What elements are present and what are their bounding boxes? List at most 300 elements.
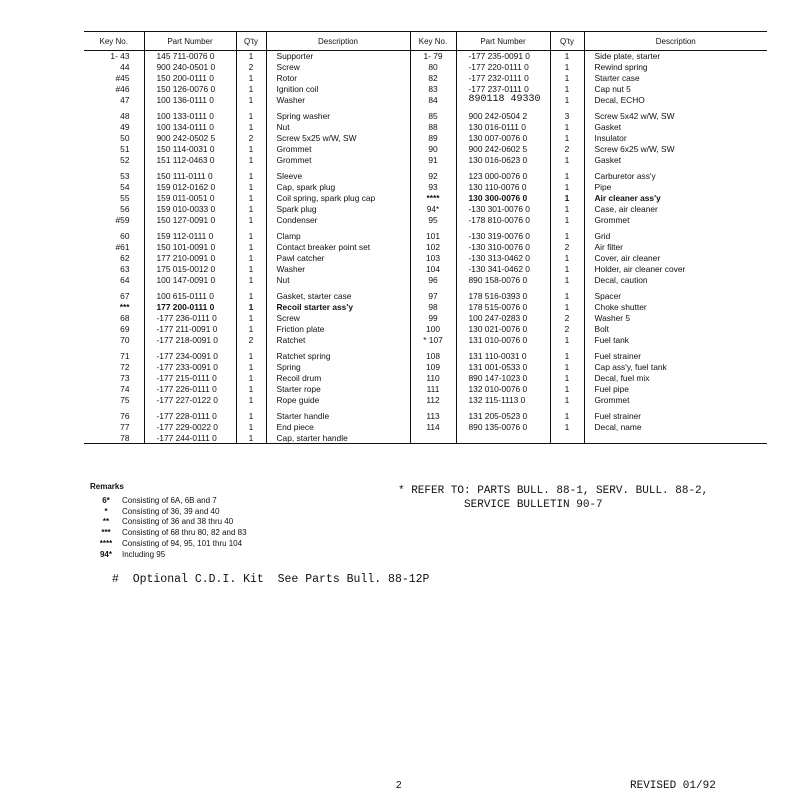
cell-qty-right: 1 <box>550 83 584 94</box>
cell-description-right: Side plate, starter <box>584 51 767 62</box>
cell-description-right: Bolt <box>584 323 767 334</box>
cell-part-number: -177 211-0091 0 <box>144 323 236 334</box>
cell-key-no: 53 <box>120 171 130 182</box>
cell-part-number-right: 890 147-1023 0 <box>456 373 550 384</box>
cell-key-no-right: 112 <box>410 394 456 405</box>
cell-part-number-right: -177 232-0111 0 <box>456 73 550 84</box>
cell-qty: 1 <box>236 274 266 285</box>
col-header-key-no: Key No. <box>84 32 144 51</box>
cell-key-no-right: 92 <box>410 171 456 182</box>
cell-key-no: 72 <box>120 362 130 373</box>
cell-part-number-right: -177 235-0091 0 <box>456 51 550 62</box>
cell-description-right: Fuel strainer <box>584 411 767 422</box>
cell-description: Grommet <box>266 143 410 154</box>
cell-key-no-right: 94* <box>410 203 456 214</box>
cell-qty: 1 <box>236 383 266 394</box>
cell-part-number: 150 101-0091 0 <box>144 242 236 253</box>
cell-qty-right: 1 <box>550 291 584 302</box>
cell-part-number: 150 127-0091 0 <box>144 214 236 225</box>
table-row <box>84 133 767 144</box>
cell-qty-right <box>550 433 584 444</box>
cell-description: Sleeve <box>266 171 410 182</box>
cell-key-no: #46 <box>115 83 130 94</box>
cell-key-no: 77 <box>120 422 130 433</box>
cell-qty-right: 3 <box>550 111 584 122</box>
cell-qty-right: 1 <box>550 274 584 285</box>
cell-part-number: 177 210-0091 0 <box>144 253 236 264</box>
cell-qty: 1 <box>236 323 266 334</box>
remarks-title: Remarks <box>90 482 124 491</box>
cell-qty-right: 1 <box>550 214 584 225</box>
cell-part-number-right: 132 115-1113 0 <box>456 394 550 405</box>
cell-part-number-right: 131 010-0076 0 <box>456 334 550 345</box>
col-header-qty: Q'ty <box>236 32 266 51</box>
cell-description: Ratchet <box>266 334 410 345</box>
cell-qty: 1 <box>236 214 266 225</box>
cell-description-right: Decal, ECHO <box>584 94 767 105</box>
cell-description: Screw <box>266 313 410 324</box>
refer-line-2: SERVICE BULLETIN 90-7 <box>398 499 603 511</box>
cell-qty-right: 1 <box>550 51 584 62</box>
cell-key-no-right: 85 <box>410 111 456 122</box>
refer-note <box>398 484 708 512</box>
cell-part-number-right: -130 310-0076 0 <box>456 242 550 253</box>
cell-key-no-right: 96 <box>410 274 456 285</box>
parts-body <box>84 51 767 444</box>
cell-key-no-right: 88 <box>410 122 456 133</box>
table-row <box>84 182 767 193</box>
table-row <box>84 203 767 214</box>
cell-part-number: -177 228-0111 0 <box>144 411 236 422</box>
cell-key-no: 73 <box>120 372 130 383</box>
cell-description: Screw <box>266 62 410 73</box>
cell-part-number-right: 130 110-0076 0 <box>456 182 550 193</box>
cell-qty-right: 1 <box>550 122 584 133</box>
cell-description: Nut <box>266 274 410 285</box>
cell-part-number-right: -130 301-0076 0 <box>456 203 550 214</box>
cell-description: Ratchet spring <box>266 351 410 362</box>
cell-description: Condenser <box>266 214 410 225</box>
table-row <box>84 171 767 182</box>
remark-item <box>90 528 247 539</box>
cell-description: Friction plate <box>266 323 410 334</box>
cell-qty: 1 <box>236 302 266 313</box>
cell-key-no: 63 <box>120 263 130 274</box>
cell-key-no-right: 114 <box>410 422 456 433</box>
table-row <box>84 383 767 394</box>
cell-key-no: 76 <box>120 411 130 422</box>
cell-description-right: Grommet <box>584 214 767 225</box>
cell-description-right: Grommet <box>584 394 767 405</box>
cell-part-number: -177 234-0091 0 <box>144 351 236 362</box>
table-row <box>84 242 767 253</box>
table-row <box>84 373 767 384</box>
cell-key-no-right: 104 <box>410 263 456 274</box>
cell-part-number-right: -130 319-0076 0 <box>456 231 550 242</box>
remark-item <box>90 550 247 561</box>
cell-part-number: -177 226-0111 0 <box>144 383 236 394</box>
cell-description: Ignition coil <box>266 83 410 94</box>
cell-key-no: 55 <box>120 192 130 203</box>
cell-key-no-right: 97 <box>410 291 456 302</box>
cell-qty-right: 1 <box>550 73 584 84</box>
cell-key-no-right: 103 <box>410 253 456 264</box>
cell-key-no-right: 90 <box>410 143 456 154</box>
cell-key-no-right: 110 <box>410 373 456 384</box>
cell-description: Clamp <box>266 231 410 242</box>
cell-key-no: 71 <box>120 351 130 362</box>
cell-qty: 1 <box>236 154 266 165</box>
remarks-section <box>90 482 247 561</box>
table-row <box>84 51 767 62</box>
cell-part-number: 100 134-0111 0 <box>144 122 236 133</box>
table-row <box>84 394 767 405</box>
cell-key-no-right: 83 <box>410 83 456 94</box>
cell-qty-right: 1 <box>550 154 584 165</box>
cell-key-no-right: * 107 <box>410 334 456 345</box>
cell-qty-right: 1 <box>550 263 584 274</box>
cell-key-no-right: 111 <box>410 383 456 394</box>
cell-qty-right: 1 <box>550 193 584 204</box>
cell-qty-right: 2 <box>550 313 584 324</box>
cell-description-right: Starter case <box>584 73 767 84</box>
cell-description-right <box>584 433 767 444</box>
cell-key-no: 70 <box>120 334 130 345</box>
cell-part-number-right: 130 021-0076 0 <box>456 323 550 334</box>
table-row <box>84 94 767 105</box>
cell-description: Spark plug <box>266 203 410 214</box>
cell-part-number-right: 131 110-0031 0 <box>456 351 550 362</box>
table-row <box>84 291 767 302</box>
cell-key-no-right: 99 <box>410 313 456 324</box>
remark-text: Consisting of 94, 95, 101 thru 104 <box>122 538 243 548</box>
cell-qty-right: 1 <box>550 394 584 405</box>
cell-part-number: 175 015-0012 0 <box>144 263 236 274</box>
table-row <box>84 193 767 204</box>
cell-description-right: Insulator <box>584 133 767 144</box>
optional-cdi-note: # Optional C.D.I. Kit See Parts Bull. 88-12P <box>112 573 430 586</box>
cell-description: Recoil drum <box>266 373 410 384</box>
col-header-description-right: Description <box>584 32 767 51</box>
cell-part-number-right: 178 516-0393 0 <box>456 291 550 302</box>
cell-part-number: 100 147-0091 0 <box>144 274 236 285</box>
cell-key-no-right: 84 <box>410 94 456 105</box>
cell-key-no-right <box>410 433 456 444</box>
cell-qty-right: 1 <box>550 422 584 433</box>
cell-qty: 1 <box>236 351 266 362</box>
cell-part-number-right: 890 135-0076 0 <box>456 422 550 433</box>
cell-part-number-right: 890 158-0076 0 <box>456 274 550 285</box>
cell-part-number: 159 010-0033 0 <box>144 203 236 214</box>
cell-part-number: 159 112-0111 0 <box>144 231 236 242</box>
cell-qty: 1 <box>236 291 266 302</box>
cell-description-right: Holder, air cleaner cover <box>584 263 767 274</box>
cell-qty: 1 <box>236 422 266 433</box>
cell-description: Spring <box>266 362 410 373</box>
remark-text: Consisting of 68 thru 80, 82 and 83 <box>122 528 247 538</box>
cell-description: Washer <box>266 263 410 274</box>
cell-qty: 1 <box>236 253 266 264</box>
cell-qty-right: 1 <box>550 411 584 422</box>
cell-key-no-right: 1- 79 <box>410 51 456 62</box>
cell-part-number-right: -177 237-0111 0 <box>456 83 550 94</box>
cell-part-number-right: -130 313-0462 0 <box>456 253 550 264</box>
cell-qty-right: 2 <box>550 323 584 334</box>
cell-description-right: Choke shutter <box>584 302 767 313</box>
cell-description-right: Cover, air cleaner <box>584 253 767 264</box>
cell-part-number-right: 130 016-0623 0 <box>456 154 550 165</box>
cell-key-no: *** <box>119 302 130 313</box>
cell-qty: 1 <box>236 433 266 444</box>
cell-key-no-right: 89 <box>410 133 456 144</box>
cell-part-number: -177 227-0122 0 <box>144 394 236 405</box>
header-row <box>84 32 767 51</box>
remark-item <box>90 517 247 528</box>
cell-part-number-right: 900 242-0504 2 <box>456 111 550 122</box>
table-row <box>84 263 767 274</box>
table-row <box>84 231 767 242</box>
cell-part-number: 150 200-0111 0 <box>144 73 236 84</box>
remark-symbol: **** <box>99 538 113 548</box>
cell-qty: 1 <box>236 231 266 242</box>
cell-description: Rope guide <box>266 394 410 405</box>
cell-qty-right: 1 <box>550 362 584 373</box>
cell-description-right: Cap ass'y, fuel tank <box>584 362 767 373</box>
cell-qty: 1 <box>236 373 266 384</box>
table-row <box>84 83 767 94</box>
cell-part-number-right: 900 242-0602 5 <box>456 143 550 154</box>
cell-qty: 1 <box>236 143 266 154</box>
cell-part-number: 150 111-0111 0 <box>144 171 236 182</box>
cell-description: Gasket, starter case <box>266 291 410 302</box>
cell-key-no: 74 <box>120 383 130 394</box>
cell-qty: 1 <box>236 51 266 62</box>
cell-qty: 1 <box>236 411 266 422</box>
cell-description: Starter rope <box>266 383 410 394</box>
remark-item <box>90 539 247 550</box>
cell-key-no: 47 <box>120 94 130 105</box>
cell-part-number-right <box>456 433 550 444</box>
cell-qty-right: 2 <box>550 143 584 154</box>
table-row <box>84 73 767 84</box>
cell-description: End piece <box>266 422 410 433</box>
table-row <box>84 302 767 313</box>
cell-part-number: 159 012-0162 0 <box>144 182 236 193</box>
cell-qty: 1 <box>236 193 266 204</box>
table-row <box>84 334 767 345</box>
cell-part-number: -177 215-0111 0 <box>144 373 236 384</box>
parts-table <box>84 31 767 444</box>
cell-qty-right: 2 <box>550 242 584 253</box>
remark-symbol: 94* <box>99 549 112 559</box>
cell-description-right: Grid <box>584 231 767 242</box>
cell-description-right: Gasket <box>584 154 767 165</box>
table-row <box>84 154 767 165</box>
cell-part-number-right: 178 515-0076 0 <box>456 302 550 313</box>
cell-part-number: 100 615-0111 0 <box>144 291 236 302</box>
cell-description: Spring washer <box>266 111 410 122</box>
cell-description-right: Spacer <box>584 291 767 302</box>
refer-line-1: * REFER TO: PARTS BULL. 88-1, SERV. BULL. 88-2, <box>398 485 709 497</box>
cell-part-number: -177 229-0022 0 <box>144 422 236 433</box>
remark-symbol: * <box>104 506 108 516</box>
table-row <box>84 411 767 422</box>
cell-qty: 1 <box>236 362 266 373</box>
cell-key-no: 62 <box>120 252 130 263</box>
cell-part-number: -177 233-0091 0 <box>144 362 236 373</box>
cell-qty-right: 1 <box>550 253 584 264</box>
cell-description-right: Washer 5 <box>584 313 767 324</box>
cell-part-number: -177 218-0091 0 <box>144 334 236 345</box>
cell-part-number: 900 240-0501 0 <box>144 62 236 73</box>
cell-qty-right: 1 <box>550 334 584 345</box>
cell-part-number-right: -177 220-0111 0 <box>456 62 550 73</box>
cell-qty: 1 <box>236 313 266 324</box>
cell-qty-right: 1 <box>550 373 584 384</box>
cell-qty: 2 <box>236 133 266 144</box>
cell-key-no: 78 <box>84 433 144 444</box>
cell-description: Starter handle <box>266 411 410 422</box>
table-row <box>84 422 767 433</box>
table-row <box>84 313 767 324</box>
cell-qty: 1 <box>236 83 266 94</box>
cell-key-no: #59 <box>115 214 130 225</box>
cell-key-no-right: 98 <box>410 302 456 313</box>
cell-description-right: Fuel strainer <box>584 351 767 362</box>
cell-key-no: #45 <box>115 72 130 83</box>
cell-qty-right: 1 <box>550 171 584 182</box>
cell-qty: 1 <box>236 182 266 193</box>
cell-part-number: -177 244-0111 0 <box>144 433 236 444</box>
cell-part-number: 177 200-0111 0 <box>144 302 236 313</box>
cell-description: Rotor <box>266 73 410 84</box>
cell-description-right: Rewind spring <box>584 62 767 73</box>
cell-key-no: 75 <box>120 394 130 405</box>
cell-description: Contact breaker point set <box>266 242 410 253</box>
table-row <box>84 62 767 73</box>
remark-symbol: ** <box>102 517 110 527</box>
cell-key-no-right: 101 <box>410 231 456 242</box>
remark-text: Consisting of 6A, 6B and 7 <box>122 495 217 505</box>
cell-description-right: Screw 5x42 w/W, SW <box>584 111 767 122</box>
cell-qty-right: 1 <box>550 203 584 214</box>
cell-key-no-right: 82 <box>410 73 456 84</box>
cell-part-number-right: 131 001-0533 0 <box>456 362 550 373</box>
cell-key-no: 50 <box>120 132 130 143</box>
cell-part-number: 900 242-0502 5 <box>144 133 236 144</box>
cell-part-number-right: -130 341-0462 0 <box>456 263 550 274</box>
cell-part-number-right: 123 000-0076 0 <box>456 171 550 182</box>
remark-symbol: *** <box>101 528 111 538</box>
cell-description: Screw 5x25 w/W, SW <box>266 133 410 144</box>
cell-part-number: 150 114-0031 0 <box>144 143 236 154</box>
cell-qty-right: 1 <box>550 62 584 73</box>
cell-part-number: 159 011-0051 0 <box>144 193 236 204</box>
cell-key-no: 48 <box>120 111 130 122</box>
cell-key-no: 54 <box>120 182 130 193</box>
cell-qty: 1 <box>236 171 266 182</box>
cell-qty: 1 <box>236 111 266 122</box>
cell-description: Supporter <box>266 51 410 62</box>
cell-description-right: Air cleaner ass'y <box>584 193 767 204</box>
cell-qty-right: 1 <box>550 383 584 394</box>
remark-text: Including 95 <box>122 549 166 559</box>
cell-part-number-right: 130 007-0076 0 <box>456 133 550 144</box>
cell-key-no-right: 108 <box>410 351 456 362</box>
cell-qty-right: 1 <box>550 351 584 362</box>
cell-qty-right: 1 <box>550 94 584 105</box>
cell-key-no: 49 <box>120 122 130 133</box>
cell-key-no: 69 <box>120 323 130 334</box>
table-row <box>84 351 767 362</box>
cell-key-no-right: 102 <box>410 242 456 253</box>
cell-qty: 2 <box>236 334 266 345</box>
table-row <box>84 122 767 133</box>
cell-qty: 1 <box>236 203 266 214</box>
cell-part-number: 100 136-0111 0 <box>144 94 236 105</box>
cell-key-no-right: 91 <box>410 154 456 165</box>
cell-description-right: Decal, fuel mix <box>584 373 767 384</box>
cell-description-right: Cap nut 5 <box>584 83 767 94</box>
cell-part-number-right: 132 010-0076 0 <box>456 383 550 394</box>
cell-key-no: 60 <box>120 231 130 242</box>
cell-part-number: 100 133-0111 0 <box>144 111 236 122</box>
table-row <box>84 111 767 122</box>
cell-part-number-right: 890118 49330 <box>456 94 550 105</box>
cell-key-no: 64 <box>120 274 130 285</box>
cell-key-no-right: 80 <box>410 62 456 73</box>
cell-key-no: 52 <box>120 154 130 165</box>
cell-part-number: -177 236-0111 0 <box>144 313 236 324</box>
page-number: 2 <box>396 780 402 791</box>
cell-description-right: Pipe <box>584 182 767 193</box>
cell-key-no: 44 <box>120 62 130 73</box>
cell-key-no-right: 93 <box>410 182 456 193</box>
cell-part-number: 151 112-0463 0 <box>144 154 236 165</box>
col-header-description: Description <box>266 32 410 51</box>
cell-key-no-right: 95 <box>410 214 456 225</box>
table-row <box>84 143 767 154</box>
cell-qty-right: 1 <box>550 302 584 313</box>
cell-qty: 1 <box>236 122 266 133</box>
remark-item <box>90 496 247 507</box>
cell-qty-right: 1 <box>550 231 584 242</box>
cell-qty: 1 <box>236 394 266 405</box>
cell-qty: 2 <box>236 62 266 73</box>
cell-description: Coil spring, spark plug cap <box>266 193 410 204</box>
col-header-qty-right: Q'ty <box>550 32 584 51</box>
cell-key-no-right: 109 <box>410 362 456 373</box>
cell-key-no: 68 <box>120 312 130 323</box>
cell-qty: 1 <box>236 242 266 253</box>
cell-description-right: Carburetor ass'y <box>584 171 767 182</box>
cell-description-right: Air filter <box>584 242 767 253</box>
revised-date: REVISED 01/92 <box>630 780 716 792</box>
cell-key-no-right: 113 <box>410 411 456 422</box>
table-row <box>84 253 767 264</box>
table-row <box>84 214 767 225</box>
cell-description-right: Gasket <box>584 122 767 133</box>
cell-part-number-right: 130 016-0111 0 <box>456 122 550 133</box>
cell-description: Cap, starter handle <box>266 433 410 444</box>
col-header-key-no-right: Key No. <box>410 32 456 51</box>
cell-qty: 1 <box>236 94 266 105</box>
cell-part-number-right: 100 247-0283 0 <box>456 313 550 324</box>
cell-key-no: 51 <box>120 143 130 154</box>
remark-item <box>90 507 247 518</box>
cell-description: Cap, spark plug <box>266 182 410 193</box>
cell-key-no-right: **** <box>410 193 456 204</box>
